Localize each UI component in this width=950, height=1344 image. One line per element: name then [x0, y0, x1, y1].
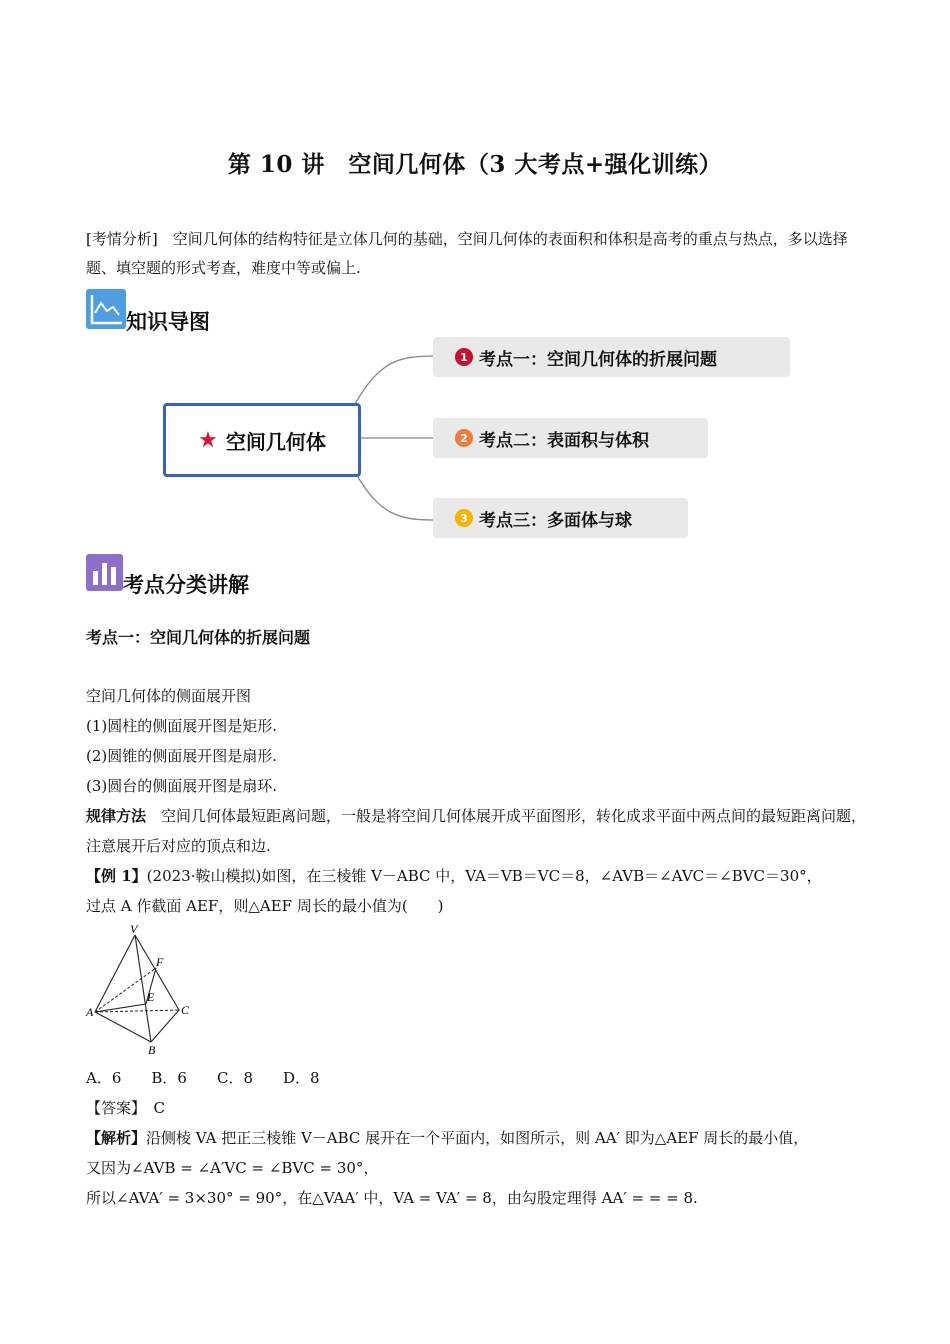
choice-c: C．8	[216, 1069, 253, 1087]
example-solution	[86, 1063, 876, 1213]
mindmap-root	[163, 403, 361, 477]
kp1-line: 空间几何体的侧面展开图	[86, 687, 252, 705]
method-paragraph	[86, 801, 876, 861]
method-text: 空间几何体最短距离问题，一般是将空间几何体展开成平面图形，转化成求平面中两点间的最短距离问题，注意展开后对应的顶点和边.	[86, 807, 867, 855]
kp1-line: (3)圆台的侧面展开图是扇环.	[86, 777, 278, 795]
chart-line-icon	[86, 289, 126, 329]
label-a: A	[86, 1005, 94, 1019]
mindmap-section-title: 知识导图	[126, 309, 210, 334]
tetrahedron-figure	[84, 922, 204, 1057]
mindmap-node-2	[433, 418, 708, 458]
analysis-line-2: 又因为∠AVB = ∠A′VC = ∠BVC = 30°，	[86, 1159, 379, 1177]
analysis-text-1: 沿侧棱 VA 把正三棱锥 V－ABC 展开在一个平面内，如图所示，则 AA′ 即为△AEF 周长的最小值，	[146, 1129, 809, 1147]
kp1-line: (2)圆锥的侧面展开图是扇形.	[86, 747, 278, 765]
example-label: 【例 1】	[86, 867, 147, 885]
kp1-title: 考点一：空间几何体的折展问题	[86, 628, 311, 647]
example-line-1	[86, 861, 876, 891]
intro-tag: [考情分析]	[86, 230, 158, 248]
mindmap-root-label: 空间几何体	[225, 429, 326, 454]
intro-text: 空间几何体的结构特征是立体几何的基础，空间几何体的表面积和体积是高考的重点与热点，多以选择题、填空题的形式考查，难度中等或偏上.	[86, 230, 848, 277]
analysis-line-1	[86, 1123, 876, 1153]
kp1-content	[86, 681, 876, 921]
kp1-line: (1)圆柱的侧面展开图是矩形.	[86, 717, 278, 735]
example-text-1: (2023·鞍山模拟)如图，在三棱锥 V－ABC 中，VA＝VB＝VC＝8，∠AVB＝∠AVC＝∠BVC＝30°，	[146, 867, 822, 885]
mindmap-node-1	[433, 337, 790, 377]
label-e: E	[147, 990, 155, 1004]
choice-b: B．6	[151, 1069, 187, 1087]
star-icon: ★	[198, 427, 218, 453]
analysis-line-3: 所以∠AVA′ = 3×30° = 90°，在△VAA′ 中，VA = VA′ = 8，由勾股定理得 AA′ = = = 8.	[86, 1189, 698, 1207]
choice-a: A．6	[86, 1069, 122, 1087]
example-line-2: 过点 A 作截面 AEF，则△AEF 周长的最小值为( )	[86, 897, 444, 915]
answer-label: 【答案】	[86, 1099, 139, 1117]
bar-chart-icon	[86, 554, 123, 591]
number-badge: 2	[455, 429, 473, 447]
answer-line	[86, 1093, 876, 1123]
choice-d: D．8	[283, 1069, 320, 1087]
label-f: F	[156, 955, 164, 969]
number-badge: 1	[455, 348, 473, 366]
mindmap-node-label: 考点三：多面体与球	[479, 510, 632, 531]
mindmap-node-3	[433, 498, 688, 538]
number-badge: 3	[455, 509, 473, 527]
mindmap-node-label: 考点一：空间几何体的折展问题	[479, 349, 717, 370]
mindmap-node-label: 考点二：表面积与体积	[479, 430, 649, 451]
analysis-label: 【解析】	[86, 1129, 147, 1147]
label-v: V	[130, 922, 138, 936]
label-c: C	[181, 1003, 190, 1017]
method-label: 规律方法	[86, 807, 147, 825]
page-title: 第 10 讲 空间几何体（3 大考点+强化训练）	[227, 151, 723, 178]
answer-value: C	[153, 1099, 166, 1117]
section2-title: 考点分类讲解	[123, 572, 249, 597]
label-b: B	[148, 1043, 156, 1057]
intro-paragraph	[86, 225, 876, 283]
choices-row	[86, 1063, 876, 1093]
